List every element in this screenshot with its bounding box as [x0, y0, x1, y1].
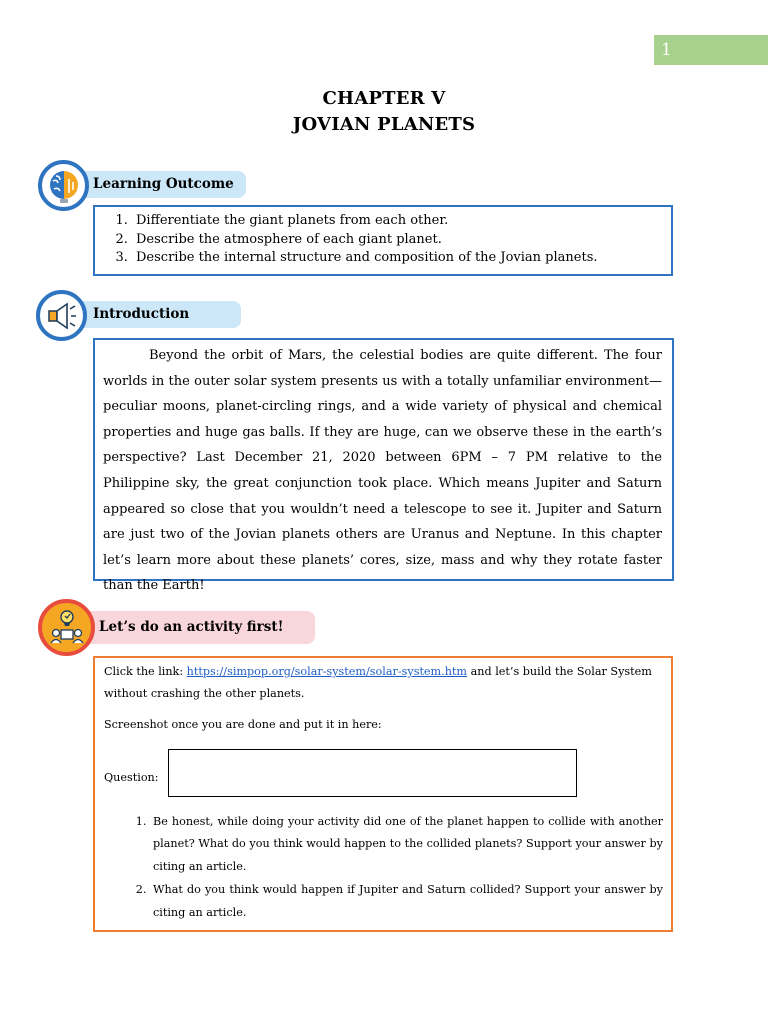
list-item: 2. Describe the atmosphere of each giant planet. [132, 231, 671, 250]
idea-group-icon [38, 599, 95, 656]
list-item: 3. Describe the internal structure and composition of the Jovian planets. [132, 249, 671, 268]
screenshot-row [104, 741, 663, 799]
screenshot-instruction: Screenshot once you are done and put it in here: [104, 718, 382, 731]
question-label: Question: [104, 771, 159, 784]
solar-system-link[interactable]: https://simpop.org/solar-system/solar-system.htm [186, 665, 468, 678]
list-item: 1. Be honest, while doing your activity did one of the planet happen to collide with another planet? What do you think would happen to the collided planets? Support your answer by citing an article. [150, 811, 663, 878]
question-list [104, 811, 663, 924]
activity-heading-text: Let’s do an activity first! [99, 619, 284, 635]
list-item: 2. What do you think would happen if Jupiter and Saturn collided? Support your answer by citing an article. [150, 879, 663, 924]
learning-outcome-list [95, 212, 671, 268]
learning-outcome-heading [62, 171, 246, 198]
megaphone-icon [36, 290, 87, 341]
link-suffix: and let’s build the Solar System without crashing the other planets. [104, 665, 652, 700]
page-number: 1 [654, 35, 768, 65]
learning-outcome-box [93, 205, 673, 276]
introduction-heading-text: Introduction [93, 306, 190, 322]
introduction-box [93, 338, 674, 594]
introduction-text: Beyond the orbit of Mars, the celestial bodies are quite different. The four worlds in the outer solar system presents us with a totally unfamiliar environment—peculiar moons, planet-circling rings, and a wide variety of physical and chemical properties and huge gas balls. If they are huge, can we observe these in the earth’s perspective? Last December 21, 2020 between 6PM – 7 PM relative to the Philippine sky, the great conjunction took place. Which means Jupiter and Saturn appeared so close that you wouldn’t need a telescope to see it. Jupiter and Saturn are just two of the Jovian planets others are Uranus and Neptune. In this chapter let’s learn more about these planets’ cores, size, mass and why they rotate faster than the Earth! [103, 348, 662, 594]
activity-box [93, 656, 673, 932]
chapter-title: CHAPTER V [322, 88, 446, 109]
activity-heading [66, 611, 315, 644]
introduction-heading [62, 301, 241, 328]
link-prefix: Click the link: [104, 665, 187, 678]
list-item: 1. Differentiate the giant planets from each other. [132, 212, 671, 231]
learning-outcome-heading-text: Learning Outcome [93, 176, 234, 192]
screenshot-placeholder-box[interactable] [168, 749, 577, 797]
activity-instruction [104, 661, 663, 705]
chapter-subtitle: JOVIAN PLANETS [292, 114, 476, 135]
brain-lightbulb-icon [38, 160, 89, 211]
